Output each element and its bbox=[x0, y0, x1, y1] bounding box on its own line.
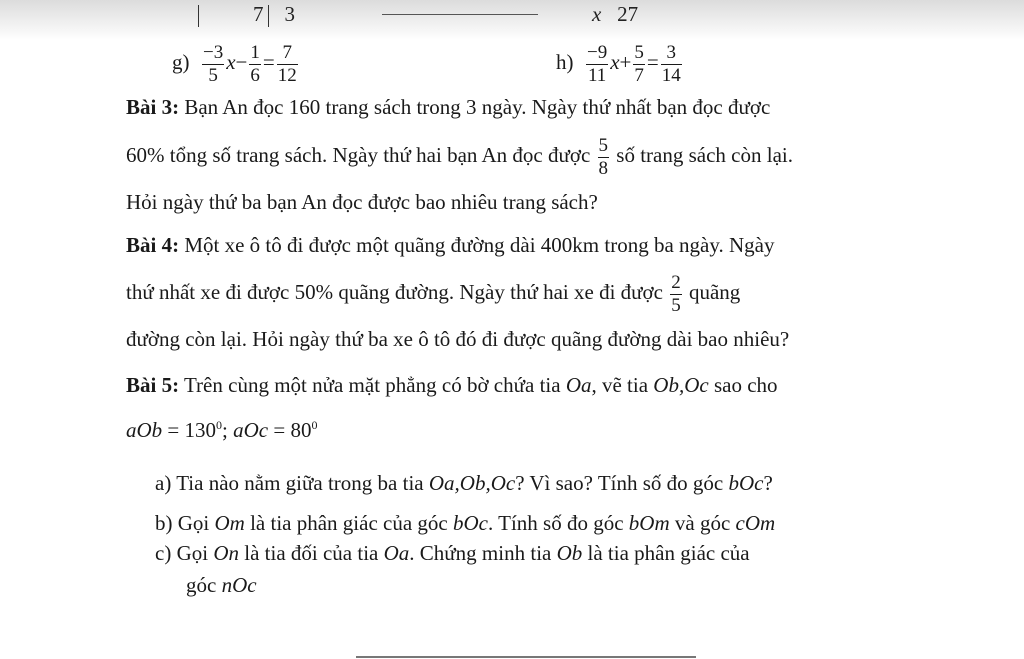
fraction: $\frac{5}{8}$ bbox=[598, 134, 609, 179]
fraction: $\frac{5}{7}$ bbox=[634, 41, 644, 86]
exercise-title: Bài 4: bbox=[126, 233, 180, 257]
bai4-line3: đường còn lại. Hỏi ngày thứ ba xe ô tô đó đi được quãng đường dài bao nhiêu? bbox=[126, 327, 790, 351]
fraction: $\frac{3}{14}$ bbox=[661, 41, 681, 86]
bai5-angles: aOb = $130^0$; aOc = $80^0$ bbox=[126, 418, 318, 442]
exercise-title: Bài 5: bbox=[126, 373, 180, 397]
bai5-line1: Bài 5: Trên cùng một nửa mặt phẳng có bờ chứa tia Oa, vẽ tia Ob,Oc sao cho bbox=[126, 373, 778, 397]
exercise-title: Bài 3: bbox=[126, 95, 180, 119]
fraction-bar-fragment bbox=[382, 14, 538, 15]
bai3-line1: Bài 3: Bạn An đọc 160 trang sách trong 3 ngày. Ngày thứ nhất bạn đọc được bbox=[126, 95, 771, 119]
fraction: $\frac{-9}{11}$ bbox=[587, 41, 608, 86]
previous-equation-fragment-right: x 27 bbox=[592, 2, 639, 26]
fraction: $\frac{1}{6}$ bbox=[250, 41, 260, 86]
previous-equation-fragment-left: 7 3 bbox=[198, 2, 295, 27]
fraction: $\frac{7}{12}$ bbox=[277, 41, 297, 86]
equation-g: g) $\frac{-3}{5}$ x− $\frac{1}{6}$ = $\frac{7}{12}$ bbox=[172, 41, 297, 86]
bai5-question-c-cont: góc nOc bbox=[186, 573, 257, 597]
bai5-question-b: b) Gọi Om là tia phân giác của góc bOc. Tính số đo góc bOm và góc cOm bbox=[155, 511, 776, 535]
top-shadow bbox=[0, 0, 1024, 40]
bai4-line1: Bài 4: Một xe ô tô đi được một quãng đường dài 400km trong ba ngày. Ngày bbox=[126, 233, 775, 257]
bai5-question-c: c) Gọi On là tia đối của tia Oa. Chứng minh tia Ob là tia phân giác của bbox=[155, 541, 750, 565]
bai3-line2: 60% tổng số trang sách. Ngày thứ hai bạn An đọc được $\frac{5}{8}$ số trang sách còn lại. bbox=[126, 134, 793, 179]
equation-h: h) $\frac{-9}{11}$ x+ $\frac{5}{7}$ = $\frac{3}{14}$ bbox=[556, 41, 681, 86]
bottom-divider bbox=[356, 656, 696, 658]
bai3-line3: Hỏi ngày thứ ba bạn An đọc được bao nhiêu trang sách? bbox=[126, 190, 598, 214]
fraction: $\frac{2}{5}$ bbox=[671, 271, 681, 316]
bai4-line2: thứ nhất xe đi được 50% quãng đường. Ngày thứ hai xe đi được $\frac{2}{5}$ quãng bbox=[126, 271, 741, 316]
bai5-question-a: a) Tia nào nằm giữa trong ba tia Oa,Ob,Oc? Vì sao? Tính số đo góc bOc? bbox=[155, 471, 773, 495]
fraction: $\frac{-3}{5}$ bbox=[203, 41, 224, 86]
